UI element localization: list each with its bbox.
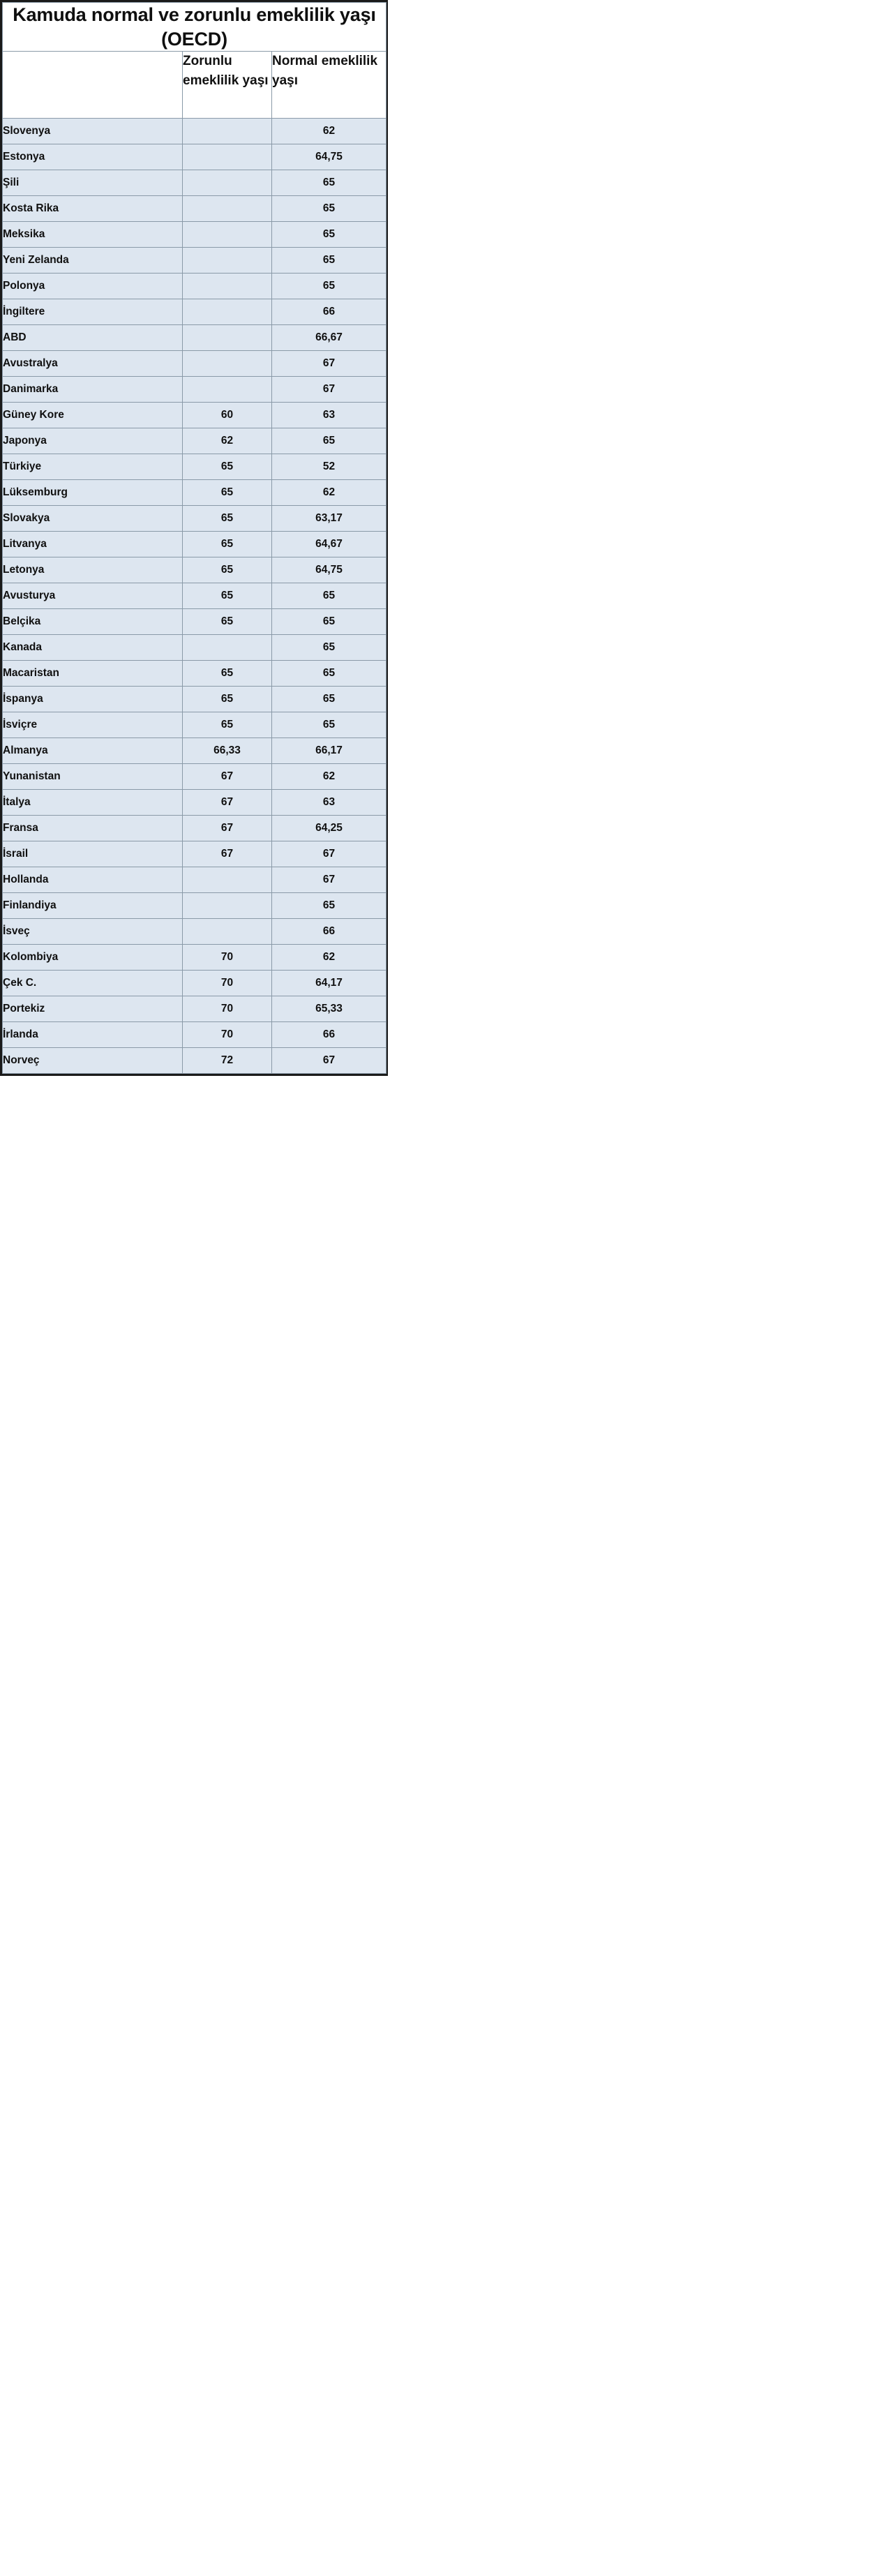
cell-mandatory-age: 65 [183, 661, 272, 687]
cell-country: Belçika [3, 609, 183, 635]
cell-normal-age: 52 [272, 454, 387, 480]
table-row [3, 1048, 387, 1074]
cell-normal-age: 65 [272, 583, 387, 609]
table-row [3, 738, 387, 764]
table-row [3, 506, 387, 532]
cell-mandatory-age: 65 [183, 712, 272, 738]
cell-country: Türkiye [3, 454, 183, 480]
table-row [3, 764, 387, 790]
table-row [3, 816, 387, 841]
title-row [3, 3, 387, 52]
cell-mandatory-age [183, 325, 272, 351]
cell-country: Estonya [3, 144, 183, 170]
cell-normal-age: 65 [272, 274, 387, 299]
cell-mandatory-age: 70 [183, 945, 272, 971]
table-row [3, 919, 387, 945]
cell-normal-age: 63 [272, 790, 387, 816]
cell-normal-age: 67 [272, 351, 387, 377]
cell-mandatory-age: 67 [183, 816, 272, 841]
cell-normal-age: 62 [272, 764, 387, 790]
cell-country: Japonya [3, 428, 183, 454]
cell-mandatory-age [183, 196, 272, 222]
cell-mandatory-age [183, 893, 272, 919]
cell-normal-age: 66 [272, 919, 387, 945]
cell-country: Finlandiya [3, 893, 183, 919]
table-row [3, 945, 387, 971]
cell-mandatory-age: 70 [183, 996, 272, 1022]
column-header-mandatory-age: Zorunlu emeklilik yaşı [183, 52, 272, 119]
table-row [3, 144, 387, 170]
cell-country: Çek C. [3, 971, 183, 996]
cell-country: Şili [3, 170, 183, 196]
cell-mandatory-age [183, 351, 272, 377]
cell-country: İrlanda [3, 1022, 183, 1048]
table-row [3, 119, 387, 144]
cell-mandatory-age [183, 377, 272, 403]
table-row [3, 557, 387, 583]
cell-normal-age: 65 [272, 428, 387, 454]
column-header-country [3, 52, 183, 119]
cell-country: İsveç [3, 919, 183, 945]
table-row [3, 428, 387, 454]
header-row [3, 52, 387, 119]
cell-normal-age: 65 [272, 609, 387, 635]
table-row [3, 325, 387, 351]
cell-country: Portekiz [3, 996, 183, 1022]
cell-country: Yunanistan [3, 764, 183, 790]
cell-normal-age: 65 [272, 712, 387, 738]
cell-normal-age: 65 [272, 661, 387, 687]
table-row [3, 454, 387, 480]
cell-country: İsrail [3, 841, 183, 867]
cell-normal-age: 65 [272, 687, 387, 712]
table-body [3, 3, 387, 1074]
cell-mandatory-age: 65 [183, 687, 272, 712]
cell-normal-age: 65 [272, 248, 387, 274]
table-row [3, 635, 387, 661]
cell-normal-age: 64,17 [272, 971, 387, 996]
cell-country: Meksika [3, 222, 183, 248]
cell-mandatory-age: 67 [183, 790, 272, 816]
cell-normal-age: 64,67 [272, 532, 387, 557]
cell-normal-age: 62 [272, 480, 387, 506]
cell-country: Slovenya [3, 119, 183, 144]
cell-normal-age: 65 [272, 893, 387, 919]
cell-country: Polonya [3, 274, 183, 299]
cell-normal-age: 65 [272, 635, 387, 661]
table-row [3, 893, 387, 919]
table-row [3, 609, 387, 635]
cell-country: Fransa [3, 816, 183, 841]
table-row [3, 661, 387, 687]
cell-mandatory-age: 65 [183, 454, 272, 480]
cell-mandatory-age: 65 [183, 583, 272, 609]
table-row [3, 480, 387, 506]
cell-mandatory-age: 65 [183, 609, 272, 635]
table-row [3, 996, 387, 1022]
table-row [3, 687, 387, 712]
cell-normal-age: 65 [272, 170, 387, 196]
cell-country: Norveç [3, 1048, 183, 1074]
table-row [3, 248, 387, 274]
cell-country: Yeni Zelanda [3, 248, 183, 274]
cell-normal-age: 63 [272, 403, 387, 428]
cell-mandatory-age: 72 [183, 1048, 272, 1074]
cell-country: ABD [3, 325, 183, 351]
cell-normal-age: 66 [272, 1022, 387, 1048]
table-row [3, 222, 387, 248]
table-row [3, 170, 387, 196]
cell-normal-age: 66,67 [272, 325, 387, 351]
cell-mandatory-age [183, 170, 272, 196]
cell-mandatory-age: 65 [183, 532, 272, 557]
cell-normal-age: 63,17 [272, 506, 387, 532]
cell-mandatory-age: 67 [183, 764, 272, 790]
cell-mandatory-age [183, 248, 272, 274]
cell-mandatory-age: 66,33 [183, 738, 272, 764]
column-header-normal-age: Normal emeklilik yaşı [272, 52, 387, 119]
cell-country: Danimarka [3, 377, 183, 403]
cell-mandatory-age [183, 222, 272, 248]
cell-normal-age: 64,75 [272, 557, 387, 583]
cell-country: Güney Kore [3, 403, 183, 428]
cell-mandatory-age: 65 [183, 557, 272, 583]
cell-normal-age: 65 [272, 196, 387, 222]
table-row [3, 532, 387, 557]
cell-mandatory-age: 67 [183, 841, 272, 867]
table-row [3, 971, 387, 996]
cell-mandatory-age [183, 119, 272, 144]
cell-mandatory-age: 62 [183, 428, 272, 454]
cell-country: Kosta Rika [3, 196, 183, 222]
cell-normal-age: 67 [272, 1048, 387, 1074]
table-row [3, 583, 387, 609]
table-row [3, 196, 387, 222]
table-row [3, 299, 387, 325]
cell-country: Kolombiya [3, 945, 183, 971]
table-row [3, 377, 387, 403]
cell-mandatory-age [183, 867, 272, 893]
retirement-age-table [2, 2, 387, 1074]
cell-mandatory-age: 65 [183, 506, 272, 532]
cell-country: Letonya [3, 557, 183, 583]
retirement-age-table-sheet [0, 0, 388, 1076]
cell-mandatory-age: 60 [183, 403, 272, 428]
cell-country: Avustralya [3, 351, 183, 377]
cell-mandatory-age [183, 635, 272, 661]
cell-country: Avusturya [3, 583, 183, 609]
cell-mandatory-age: 65 [183, 480, 272, 506]
cell-mandatory-age: 70 [183, 971, 272, 996]
cell-normal-age: 66 [272, 299, 387, 325]
cell-normal-age: 67 [272, 841, 387, 867]
cell-mandatory-age [183, 144, 272, 170]
table-title: Kamuda normal ve zorunlu emeklilik yaşı (OECD) [3, 3, 387, 52]
cell-country: Almanya [3, 738, 183, 764]
cell-normal-age: 62 [272, 945, 387, 971]
cell-normal-age: 64,25 [272, 816, 387, 841]
cell-country: Macaristan [3, 661, 183, 687]
cell-country: Slovakya [3, 506, 183, 532]
table-row [3, 790, 387, 816]
cell-country: Hollanda [3, 867, 183, 893]
table-row [3, 274, 387, 299]
cell-country: Litvanya [3, 532, 183, 557]
cell-normal-age: 67 [272, 377, 387, 403]
cell-country: İtalya [3, 790, 183, 816]
cell-country: Kanada [3, 635, 183, 661]
cell-mandatory-age: 70 [183, 1022, 272, 1048]
table-row [3, 867, 387, 893]
cell-normal-age: 67 [272, 867, 387, 893]
cell-mandatory-age [183, 274, 272, 299]
cell-normal-age: 65,33 [272, 996, 387, 1022]
cell-mandatory-age [183, 299, 272, 325]
table-row [3, 841, 387, 867]
cell-country: İsviçre [3, 712, 183, 738]
cell-country: İngiltere [3, 299, 183, 325]
cell-normal-age: 64,75 [272, 144, 387, 170]
cell-country: İspanya [3, 687, 183, 712]
cell-normal-age: 62 [272, 119, 387, 144]
table-row [3, 351, 387, 377]
table-row [3, 1022, 387, 1048]
table-row [3, 403, 387, 428]
cell-country: Lüksemburg [3, 480, 183, 506]
cell-normal-age: 66,17 [272, 738, 387, 764]
table-row [3, 712, 387, 738]
cell-mandatory-age [183, 919, 272, 945]
cell-normal-age: 65 [272, 222, 387, 248]
